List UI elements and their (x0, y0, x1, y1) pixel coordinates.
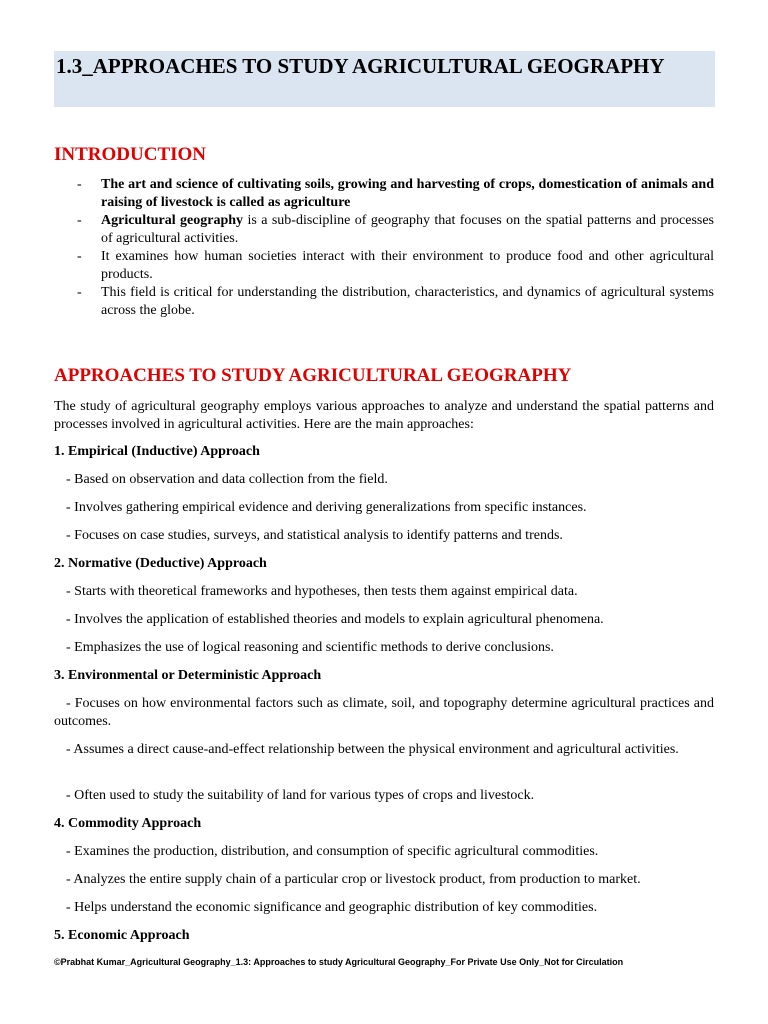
introduction-heading: INTRODUCTION (54, 144, 207, 165)
section-point: - Assumes a direct cause-and-effect relationship between the physical environment and agricultural activities. (66, 742, 679, 757)
section-point: - Focuses on case studies, surveys, and statistical analysis to identify patterns and trends. (66, 528, 563, 543)
intro-item (54, 284, 714, 320)
section-title: 1. Empirical (Inductive) Approach (54, 444, 260, 459)
intro-item-bold: Agricultural geography (101, 213, 244, 228)
bullet-dash: - (77, 285, 82, 300)
bullet-dash: - (77, 249, 82, 264)
introduction-list (54, 176, 714, 320)
bullet-dash: - (77, 213, 82, 228)
intro-item (54, 176, 714, 212)
section-point: - Emphasizes the use of logical reasoning and scientific methods to derive conclusions. (66, 640, 554, 655)
section-point: - Involves gathering empirical evidence and deriving generalizations from specific instances. (66, 500, 587, 515)
bullet-dash: - (77, 177, 82, 192)
approaches-heading: APPROACHES TO STUDY AGRICULTURAL GEOGRAPHY (54, 365, 572, 386)
section-title: 4. Commodity Approach (54, 816, 202, 831)
intro-item (54, 248, 714, 284)
section-point: - Analyzes the entire supply chain of a particular crop or livestock product, from production to market. (66, 872, 641, 887)
section-point: - Based on observation and data collection from the field. (66, 472, 388, 487)
title-banner (54, 51, 715, 107)
section-point: - Often used to study the suitability of land for various types of crops and livestock. (66, 788, 535, 803)
intro-item (54, 212, 714, 248)
intro-item-text: This field is critical for understanding the distribution, characteristics, and dynamics of agricultural systems across the globe. (101, 285, 714, 318)
section-title: 3. Environmental or Deterministic Approach (54, 668, 322, 683)
approaches-intro: The study of agricultural geography employs various approaches to analyze and understand the spatial patterns and processes involved in agricultural activities. Here are the main approaches: (54, 399, 714, 432)
section-point: - Focuses on how environmental factors such as climate, soil, and topography determine agricultural practices and outcomes. (54, 696, 714, 729)
page-title: 1.3_APPROACHES TO STUDY AGRICULTURAL GEOGRAPHY (56, 54, 665, 78)
section-point: - Helps understand the economic significance and geographic distribution of key commodities. (66, 900, 598, 915)
section-point: - Involves the application of established theories and models to explain agricultural phenomena. (66, 612, 604, 627)
section-point: - Starts with theoretical frameworks and hypotheses, then tests them against empirical data. (66, 584, 578, 599)
page-footer: ©Prabhat Kumar_Agricultural Geography_1.3: Approaches to study Agricultural Geography_For Private Use Only_Not for Circulation (54, 957, 624, 967)
intro-item-text: It examines how human societies interact with their environment to produce food and other agricultural products. (101, 249, 714, 282)
intro-item-text: is a sub-discipline of geography that focuses on the spatial patterns and processes of agricultural activities. (101, 213, 714, 246)
section-title: 5. Economic Approach (54, 928, 190, 943)
section-point: - Examines the production, distribution, and consumption of specific agricultural commodities. (66, 844, 599, 859)
intro-item-bold: The art and science of cultivating soils, growing and harvesting of crops, domestication of animals and raising of livestock is called as agriculture (101, 177, 714, 210)
section-title: 2. Normative (Deductive) Approach (54, 556, 267, 571)
